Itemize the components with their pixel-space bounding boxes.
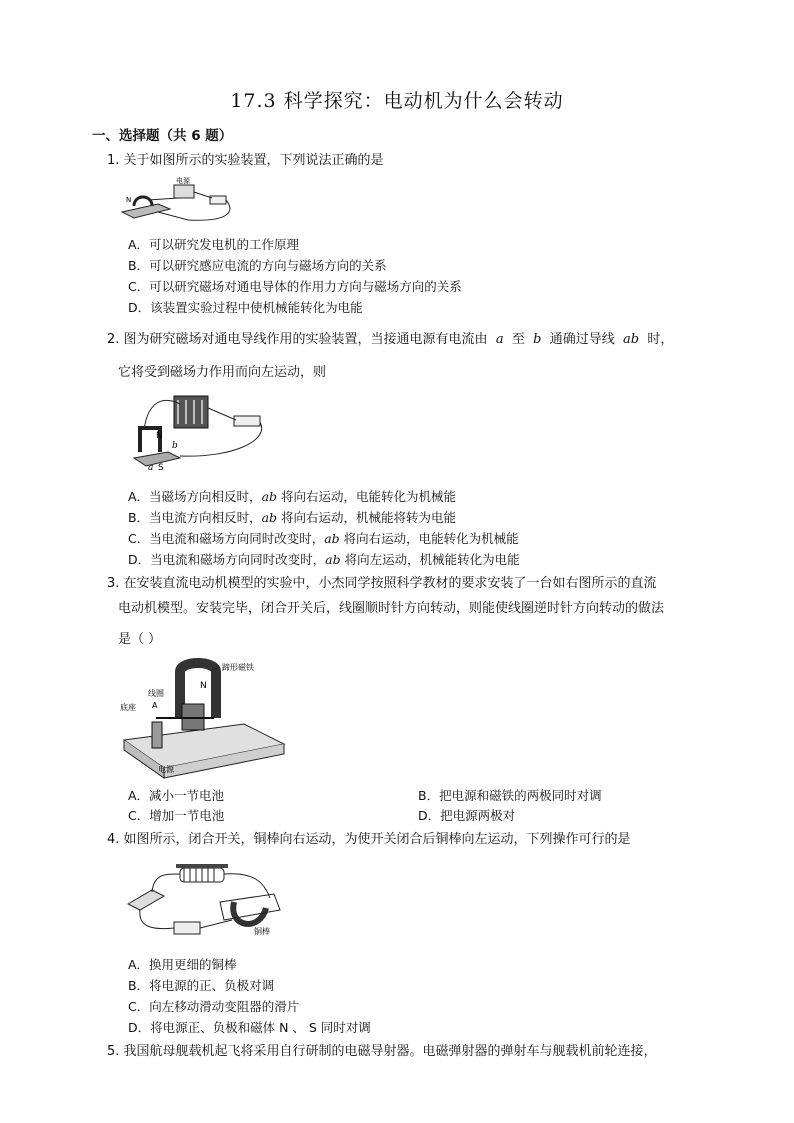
- q2-stem-part1: 2. 图为研究磁场对通电导线作用的实验装置，当接通电源有电流由: [107, 332, 488, 347]
- question-3-figure: [116, 658, 288, 780]
- question-1-figure: [118, 176, 238, 228]
- q4-option-c[interactable]: C．向左移动滑动变阻器的滑片: [128, 999, 300, 1014]
- question-2-figure: [124, 390, 274, 472]
- q3-label-power: 电源: [158, 765, 174, 774]
- q3-option-c[interactable]: C．增加一节电池: [128, 808, 225, 823]
- question-1-stem: 1. 关于如图所示的实验装置，下列说法正确的是: [107, 153, 384, 168]
- q4-option-b[interactable]: B．将电源的正、负极对调: [128, 978, 275, 993]
- q1-option-c[interactable]: C．可以研究磁场对通电导体的作用力方向与磁场方向的关系: [128, 279, 462, 294]
- q2-option-d[interactable]: D．当电流和磁场方向同时改变时，ab 将向左运动，机械能转化为电能: [128, 552, 520, 567]
- q1-option-d[interactable]: D．该装置实验过程中使机械能转化为电能: [128, 300, 363, 315]
- q3-option-b[interactable]: B．把电源和磁铁的两极同时对调: [418, 788, 602, 803]
- page-title: 17.3 科学探究：电动机为什么会转动: [230, 90, 564, 112]
- q3-label-a: A: [152, 701, 158, 710]
- section-heading: 一、选择题（共 6 题）: [92, 128, 233, 144]
- question-3-stem-line3: 是（ ）: [118, 632, 162, 647]
- q2-var-ab: ab: [623, 332, 640, 347]
- question-2-stem-line2: 它将受到磁场力作用而向左运动，则: [118, 365, 327, 380]
- q3-label-n: N: [200, 681, 207, 691]
- q3-label-base: 底座: [120, 703, 136, 712]
- q3-option-d[interactable]: D．把电源两极对: [418, 808, 516, 823]
- q4-label-rod: 铜棒: [254, 927, 270, 936]
- q2-var-b: b: [533, 332, 542, 347]
- question-3-stem-line2: 电动机模型。安装完毕，闭合开关后，线圈顺时针方向转动，则能使线圈逆时针方向转动的做法: [118, 601, 665, 616]
- question-2-stem: [107, 330, 673, 350]
- q2-label-b: b: [172, 441, 178, 451]
- q2-label-s: S: [158, 463, 164, 472]
- q4-option-d[interactable]: D．将电源正、负极和磁体 N 、 S 同时对调: [128, 1020, 371, 1035]
- q2-option-c[interactable]: C．当电流和磁场方向同时改变时，ab 将向右运动，电能转化为机械能: [128, 531, 519, 546]
- q3-option-a[interactable]: A．减小一节电池: [128, 788, 225, 803]
- question-5-stem: 5. 我国航母舰载机起飞将采用自行研制的电磁导射器。电磁弹射器的弹射车与舰载机前轮连接，: [107, 1044, 657, 1059]
- q1-label-n: N: [126, 196, 132, 204]
- question-4-figure: [124, 858, 284, 942]
- q2-option-a[interactable]: A．当磁场方向相反时，ab 将向右运动，电能转化为机械能: [128, 489, 457, 504]
- q2-var-a: a: [495, 332, 504, 347]
- q2-option-b[interactable]: B．当电流方向相反时，ab 将向右运动，机械能将转为电能: [128, 510, 457, 525]
- q1-option-b[interactable]: B．可以研究感应电流的方向与磁场方向的关系: [128, 258, 387, 273]
- q3-label-coil: 线圈: [148, 689, 164, 698]
- q1-option-a[interactable]: A．可以研究发电机的工作原理: [128, 237, 300, 252]
- q2-stem-part2: 至: [511, 332, 525, 347]
- q1-label-power: 电源: [176, 177, 190, 185]
- q4-option-a[interactable]: A．换用更细的铜棒: [128, 957, 237, 972]
- q2-label-n: N: [156, 431, 163, 441]
- question-4-stem: 4. 如图所示，闭合开关，铜棒向右运动，为使开关闭合后铜棒向左运动，下列操作可行的是: [107, 832, 631, 847]
- q2-label-a: a: [148, 463, 154, 472]
- question-3-stem-line1: 3. 在安装直流电动机模型的实验中，小杰同学按照科学教材的要求安装了一台如右图所示的直流: [107, 576, 657, 591]
- q2-stem-part3: 通确过导线: [549, 332, 615, 347]
- q3-label-magnet: 蹄形磁铁: [222, 663, 254, 672]
- q2-stem-part4: 时，: [647, 332, 674, 347]
